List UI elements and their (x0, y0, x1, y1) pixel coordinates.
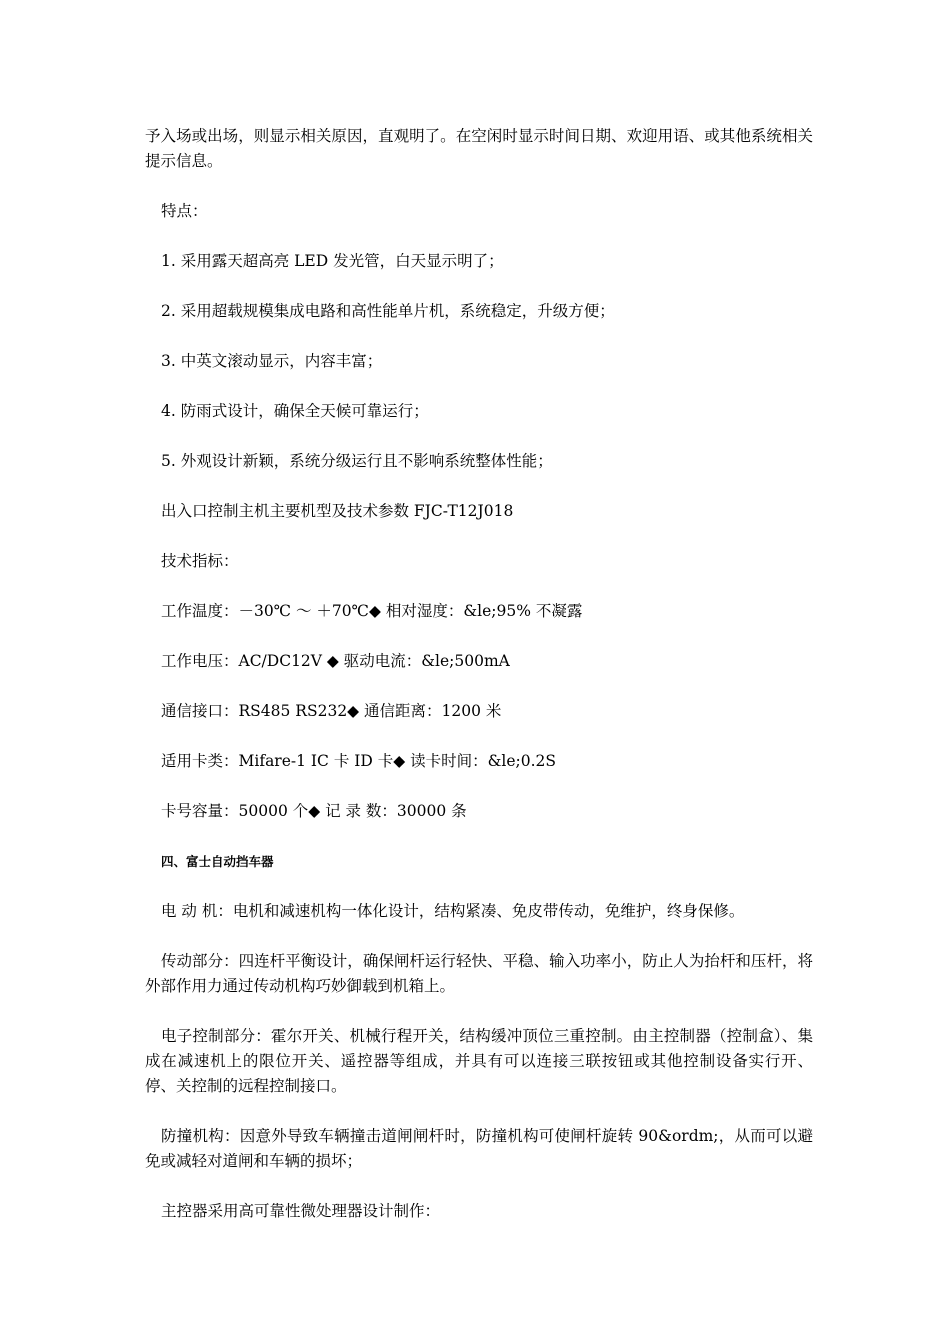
spec-capacity: 卡号容量：50000 个◆ 记 录 数：30000 条 (161, 802, 467, 820)
paragraph-intro: 予入场或出场，则显示相关原因，直观明了。在空闲时显示时间日期、欢迎用语、或其他系统相关提示信息。 (145, 127, 813, 170)
tech-specs-title: 技术指标： (161, 552, 239, 570)
spec-interface: 通信接口：RS485 RS232◆ 通信距离：1200 米 (161, 702, 502, 720)
paragraph-anti-collision: 防撞机构：因意外导致车辆撞击道闸闸杆时，防撞机构可使闸杆旋转 90&ordm;，从而可以避免或减轻对道闸和车辆的损坏； (145, 1127, 813, 1170)
feature-item-5: 5. 外观设计新颖，系统分级运行且不影响系统整体性能； (161, 452, 553, 470)
spec-card-type: 适用卡类：Mifare-1 IC 卡 ID 卡◆ 读卡时间：&le;0.2S (161, 752, 556, 770)
section-heading: 四、富士自动挡车器 (161, 854, 274, 869)
paragraph-main-controller: 主控器采用高可靠性微处理器设计制作： (161, 1202, 441, 1220)
feature-item-4: 4. 防雨式设计，确保全天候可靠运行； (161, 402, 429, 420)
feature-item-1: 1. 采用露天超高亮 LED 发光管，白天显示明了； (161, 252, 504, 270)
spec-temperature: 工作温度：－30℃ ～ ＋70℃◆ 相对湿度：&le;95% 不凝露 (161, 602, 583, 620)
feature-item-2: 2. 采用超载规模集成电路和高性能单片机，系统稳定，升级方便； (161, 302, 615, 320)
paragraph-features-title: 特点： (161, 202, 208, 220)
paragraph-motor: 电 动 机：电机和减速机构一体化设计，结构紧凑、免皮带传动，免维护，终身保修。 (161, 902, 745, 920)
document-page (145, 124, 813, 1249)
spec-voltage: 工作电压：AC/DC12V ◆ 驱动电流：&le;500mA (161, 652, 510, 670)
feature-item-3: 3. 中英文滚动显示，内容丰富； (161, 352, 383, 370)
paragraph-electronic-control: 电子控制部分：霍尔开关、机械行程开关，结构缓冲顶位三重控制。由主控制器（控制盒）、集成在减速机上的限位开关、遥控器等组成，并具有可以连接三联按钮或其他控制设备实行开、 停、关控制的远程控制接口。 (145, 1027, 813, 1095)
model-params-title: 出入口控制主机主要机型及技术参数 FJC-T12J018 (161, 502, 514, 520)
paragraph-transmission: 传动部分：四连杆平衡设计，确保闸杆运行轻快、平稳、输入功率小，防止人为抬杆和压杆，将外部作用力通过传动机构巧妙御载到机箱上。 (145, 952, 813, 995)
